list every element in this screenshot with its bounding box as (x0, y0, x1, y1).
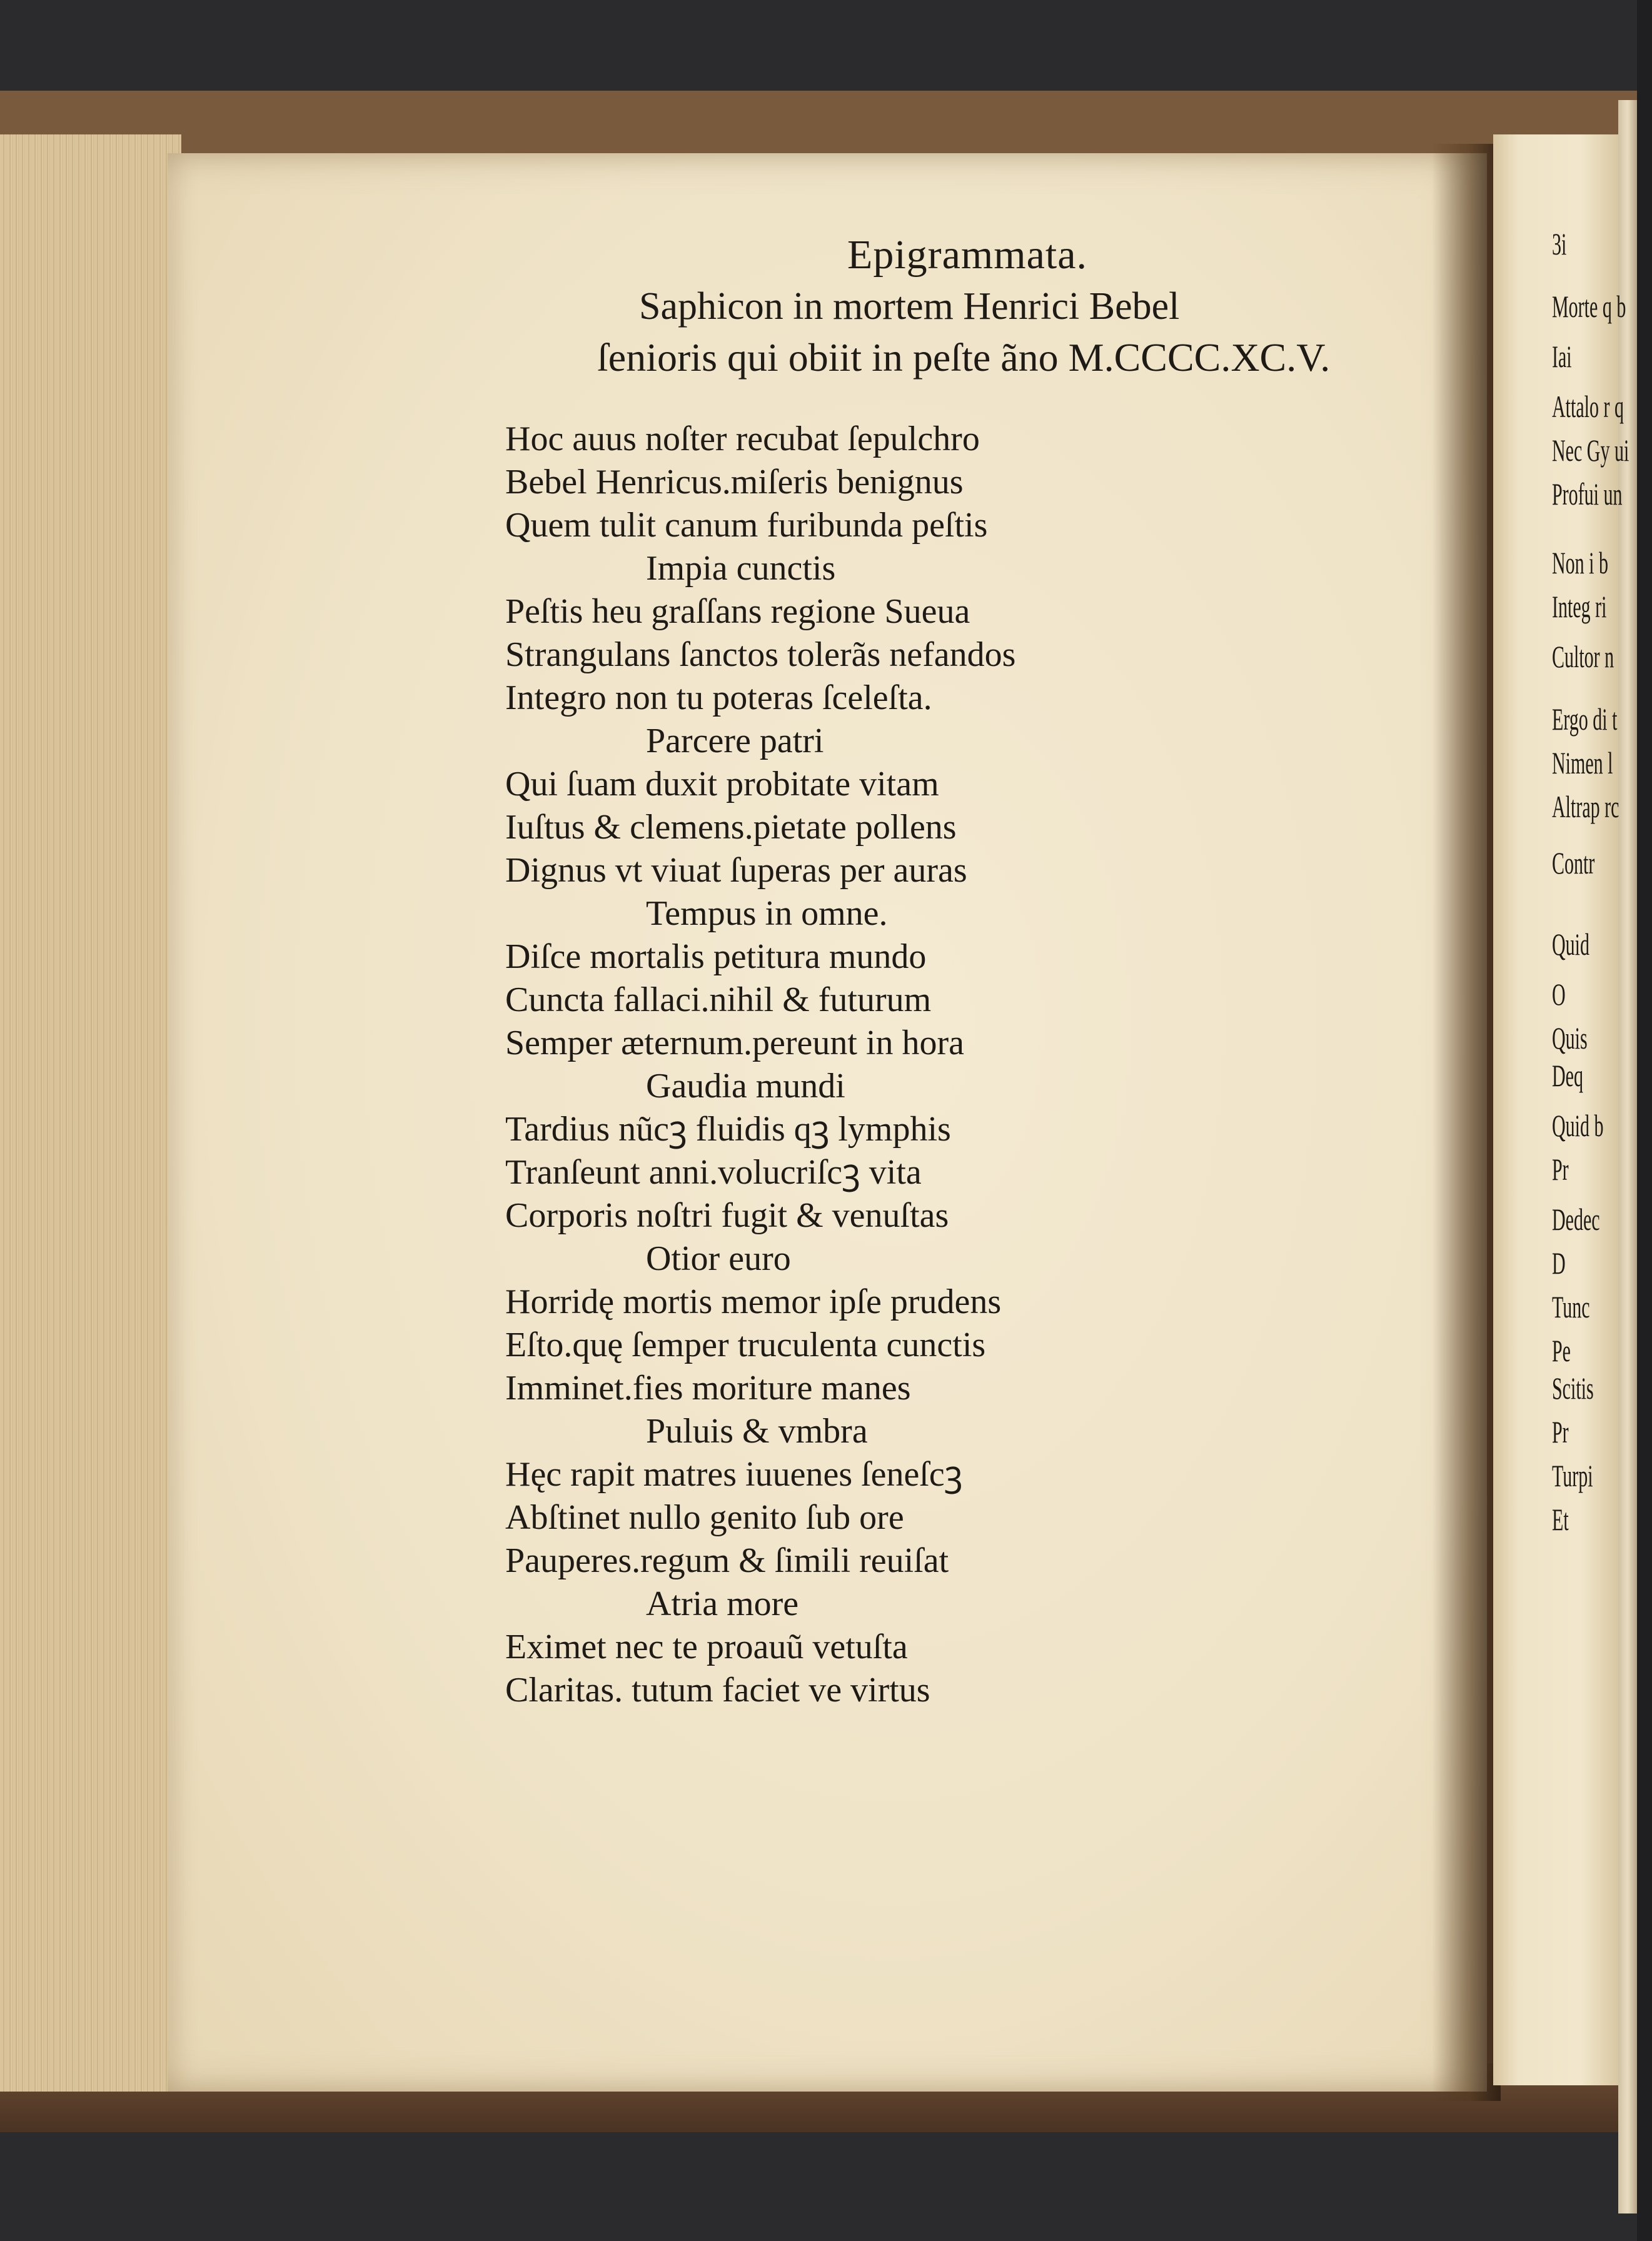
poem-line: Strangulans ſanctos tolerãs nefandos (505, 635, 1016, 674)
background-strip (1637, 0, 1652, 2241)
facing-page-fragment: Nec Gy ui (1552, 433, 1629, 468)
poem-refrain-line: Otior euro (646, 1239, 791, 1278)
poem-refrain-line: Impia cunctis (646, 549, 836, 588)
page-gutter-shadow (1432, 144, 1501, 2101)
poem-line: Hoc auus noſter recubat ſepulchro (505, 420, 980, 458)
poem-refrain-line: Atria more (646, 1584, 799, 1623)
facing-page-fragment: Pr (1552, 1152, 1569, 1187)
poem-line: Pauperes.regum & ſimili reuiſat (505, 1541, 949, 1580)
poem-line: Tardius nũcꝫ fluidis qꝫ lymphis (505, 1110, 951, 1149)
facing-page-fragment: Profui un (1552, 476, 1623, 511)
poem-body (505, 418, 1015, 1712)
poem-refrain-line: Gaudia mundi (646, 1067, 845, 1105)
facing-page-text-fragments (1552, 225, 1629, 1701)
poem-line: Dignus vt viuat ſuperas per auras (505, 851, 967, 890)
facing-page-fragment: Morte q b (1552, 289, 1626, 324)
poem-line: Diſce mortalis petitura mundo (505, 937, 927, 976)
page-heading: Epigrammata. (847, 232, 1088, 278)
facing-page-fragment: Integ ri (1552, 589, 1607, 624)
poem-line: Iuſtus & clemens.pietate pollens (505, 808, 957, 847)
poem-refrain-line: Parcere patri (646, 722, 824, 760)
page-edge-stack (0, 134, 181, 2092)
poem-refrain-line: Puluis & vmbra (646, 1412, 868, 1451)
poem-line: Claritas. tutum faciet ve virtus (505, 1671, 930, 1710)
poem-line: Qui ſuam duxit probitate vitam (505, 765, 939, 803)
poem-line: Bebel Henricus.miſeris benignus (505, 463, 964, 501)
poem-line: Quem tulit canum furibunda peſtis (505, 506, 988, 545)
facing-page-fragment: D (1552, 1246, 1566, 1281)
facing-page-fragment: Non i b (1552, 545, 1608, 580)
poem-line: Eximet nec te proauũ vetuſta (505, 1628, 908, 1666)
poem-title-line-1: Saphicon in mortem Henrici Bebel (639, 285, 1180, 328)
poem-line: Cuncta fallaci.nihil & futurum (505, 980, 932, 1019)
facing-page-fragment: Scitis (1552, 1371, 1594, 1406)
poem-line: Imminet.fies moriture manes (505, 1369, 911, 1408)
facing-page-fragment: Quid b (1552, 1108, 1604, 1143)
facing-page-fragment: Tunc (1552, 1289, 1590, 1324)
facing-page-fragment: Dedec (1552, 1202, 1600, 1237)
facing-page-fragment: Iai (1552, 339, 1572, 374)
facing-page-fragment: Attalo r q (1552, 389, 1624, 424)
facing-page-fragment: Altrap rc (1552, 789, 1619, 824)
poem-line: Hęc rapit matres iuuenes ſeneſcꝫ (505, 1455, 963, 1494)
poem-line: Semper æternum.pereunt in hora (505, 1024, 965, 1062)
facing-page-fragment: Quid (1552, 927, 1589, 962)
facing-page-fragment: Nimen l (1552, 745, 1613, 780)
facing-page-fragment: Deq (1552, 1058, 1583, 1093)
facing-page-fragment: Turpi (1552, 1458, 1593, 1493)
poem-line: Eſto.quę ſemper truculenta cunctis (505, 1326, 986, 1364)
poem-line: Peſtis heu graſſans regione Sueua (505, 592, 970, 631)
facing-page-fragment: Ergo di t (1552, 702, 1618, 737)
poem-line: Horridę mortis memor ipſe prudens (505, 1282, 1002, 1321)
poem-line: Abſtinet nullo genito ſub ore (505, 1498, 904, 1537)
poem-line: Corporis noſtri fugit & venuſtas (505, 1196, 949, 1235)
facing-page-fragment: Pe (1552, 1333, 1571, 1368)
facing-page-fragment: Et (1552, 1502, 1569, 1537)
poem-line: Tranſeunt anni.volucriſcꝫ vita (505, 1153, 922, 1192)
facing-page-fragment: 3i (1552, 226, 1567, 261)
facing-page-fragment: Quis (1552, 1020, 1588, 1055)
poem-title-line-2: ſenioris qui obiit in peſte ãno M.CCCC.XC.V. (597, 335, 1331, 380)
facing-page-fragment: Contr (1552, 845, 1595, 880)
facing-page-fragment: Cultor n (1552, 639, 1614, 674)
poem-line: Integro non tu poteras ſceleſta. (505, 678, 932, 717)
facing-page-fragment: O (1552, 977, 1566, 1012)
facing-page-fragment: Pr (1552, 1414, 1569, 1449)
poem-refrain-line: Tempus in omne. (646, 894, 888, 933)
